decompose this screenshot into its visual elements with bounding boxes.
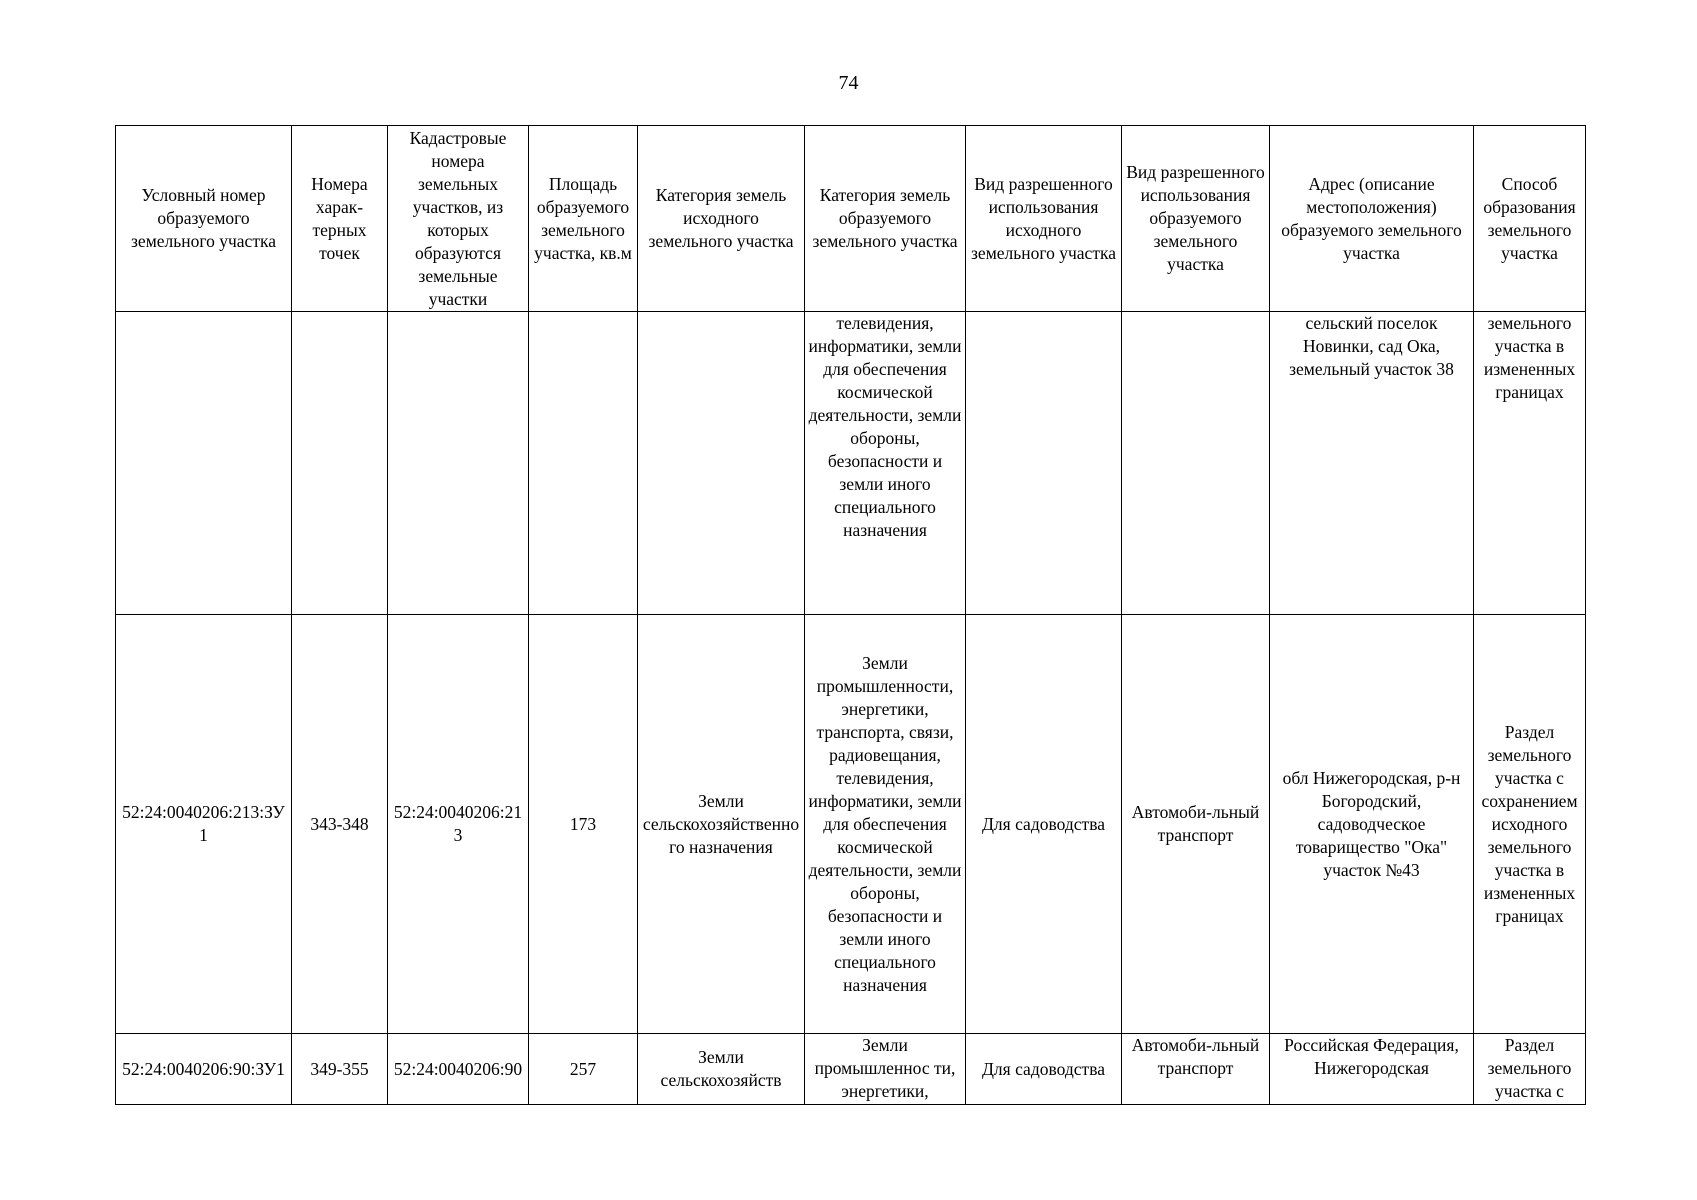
table-cell-cadastral-numbers: 52:24:0040206:90	[388, 1034, 529, 1105]
page-number: 74	[838, 72, 859, 94]
header-conditional-number: Условный номер образуемого земельного участка	[116, 126, 292, 312]
table-cell-conditional-number	[116, 312, 292, 615]
header-point-numbers: Номера харак-терных точек	[292, 126, 388, 312]
header-cadastral-numbers: Кадастровые номера земельных участков, из которых образуются земельные участки	[388, 126, 529, 312]
table-cell-source-land-category	[638, 312, 805, 615]
header-source-permitted-use: Вид разрешенного использования исходного земельного участка	[966, 126, 1122, 312]
header-new-permitted-use: Вид разрешенного использования образуемого земельного участка	[1122, 126, 1270, 312]
table-cell-formation-method: Раздел земельного участка с	[1474, 1034, 1586, 1105]
header-formation-method: Способ образования земельного участка	[1474, 126, 1586, 312]
table-cell-area: 257	[529, 1034, 638, 1105]
header-new-land-category: Категория земель образуемого земельного участка	[805, 126, 966, 312]
table-cell-address: обл Нижегородская, р-н Богородский, садоводческое товарищество "Ока" участок №43	[1270, 615, 1474, 1034]
table-cell-new-permitted-use	[1122, 312, 1270, 615]
table-cell-formation-method: земельного участка в измененных границах	[1474, 312, 1586, 615]
table-cell-point-numbers	[292, 312, 388, 615]
table-cell-conditional-number: 52:24:0040206:213:ЗУ1	[116, 615, 292, 1034]
table-cell-new-permitted-use: Автомоби-льный транспорт	[1122, 1034, 1270, 1105]
table-cell-new-land-category: Земли промышленнос ти, энергетики,	[805, 1034, 966, 1105]
table-header-row	[116, 126, 1586, 312]
table-cell-point-numbers: 343-348	[292, 615, 388, 1034]
table-cell-source-permitted-use	[966, 312, 1122, 615]
table-cell-area	[529, 312, 638, 615]
table-cell-address: сельский поселок Новинки, сад Ока, земельный участок 38	[1270, 312, 1474, 615]
header-address: Адрес (описание местоположения) образуемого земельного участка	[1270, 126, 1474, 312]
table-cell-source-land-category: Земли сельскохозяйств	[638, 1034, 805, 1105]
table-cell-source-permitted-use: Для садоводства	[966, 615, 1122, 1034]
table-cell-point-numbers: 349-355	[292, 1034, 388, 1105]
table-cell-cadastral-numbers	[388, 312, 529, 615]
table-cell-conditional-number: 52:24:0040206:90:ЗУ1	[116, 1034, 292, 1105]
table-row	[116, 312, 1586, 615]
table-cell-new-land-category: телевидения, информатики, земли для обеспечения космической деятельности, земли обороны, безопасности и земли иного специального назначения	[805, 312, 966, 615]
table-cell-area: 173	[529, 615, 638, 1034]
table-cell-source-permitted-use: Для садоводства	[966, 1034, 1122, 1105]
table-cell-cadastral-numbers: 52:24:0040206:213	[388, 615, 529, 1034]
header-source-land-category: Категория земель исходного земельного участка	[638, 126, 805, 312]
header-area: Площадь образуемого земельного участка, кв.м	[529, 126, 638, 312]
table-cell-new-land-category: Земли промышленности, энергетики, транспорта, связи, радиовещания, телевидения, информатики, земли для обеспечения космической деятельности, земли обороны, безопасности и земли иного специального назначения	[805, 615, 966, 1034]
table-row	[116, 1034, 1586, 1105]
table-row	[116, 615, 1586, 1034]
table-cell-new-permitted-use: Автомоби-льный транспорт	[1122, 615, 1270, 1034]
land-plots-table	[115, 125, 1586, 1105]
table-cell-formation-method: Раздел земельного участка с сохранением исходного земельного участка в измененных границах	[1474, 615, 1586, 1034]
table-cell-address: Российская Федерация, Нижегородская	[1270, 1034, 1474, 1105]
table-cell-source-land-category: Земли сельскохозяйственного назначения	[638, 615, 805, 1034]
